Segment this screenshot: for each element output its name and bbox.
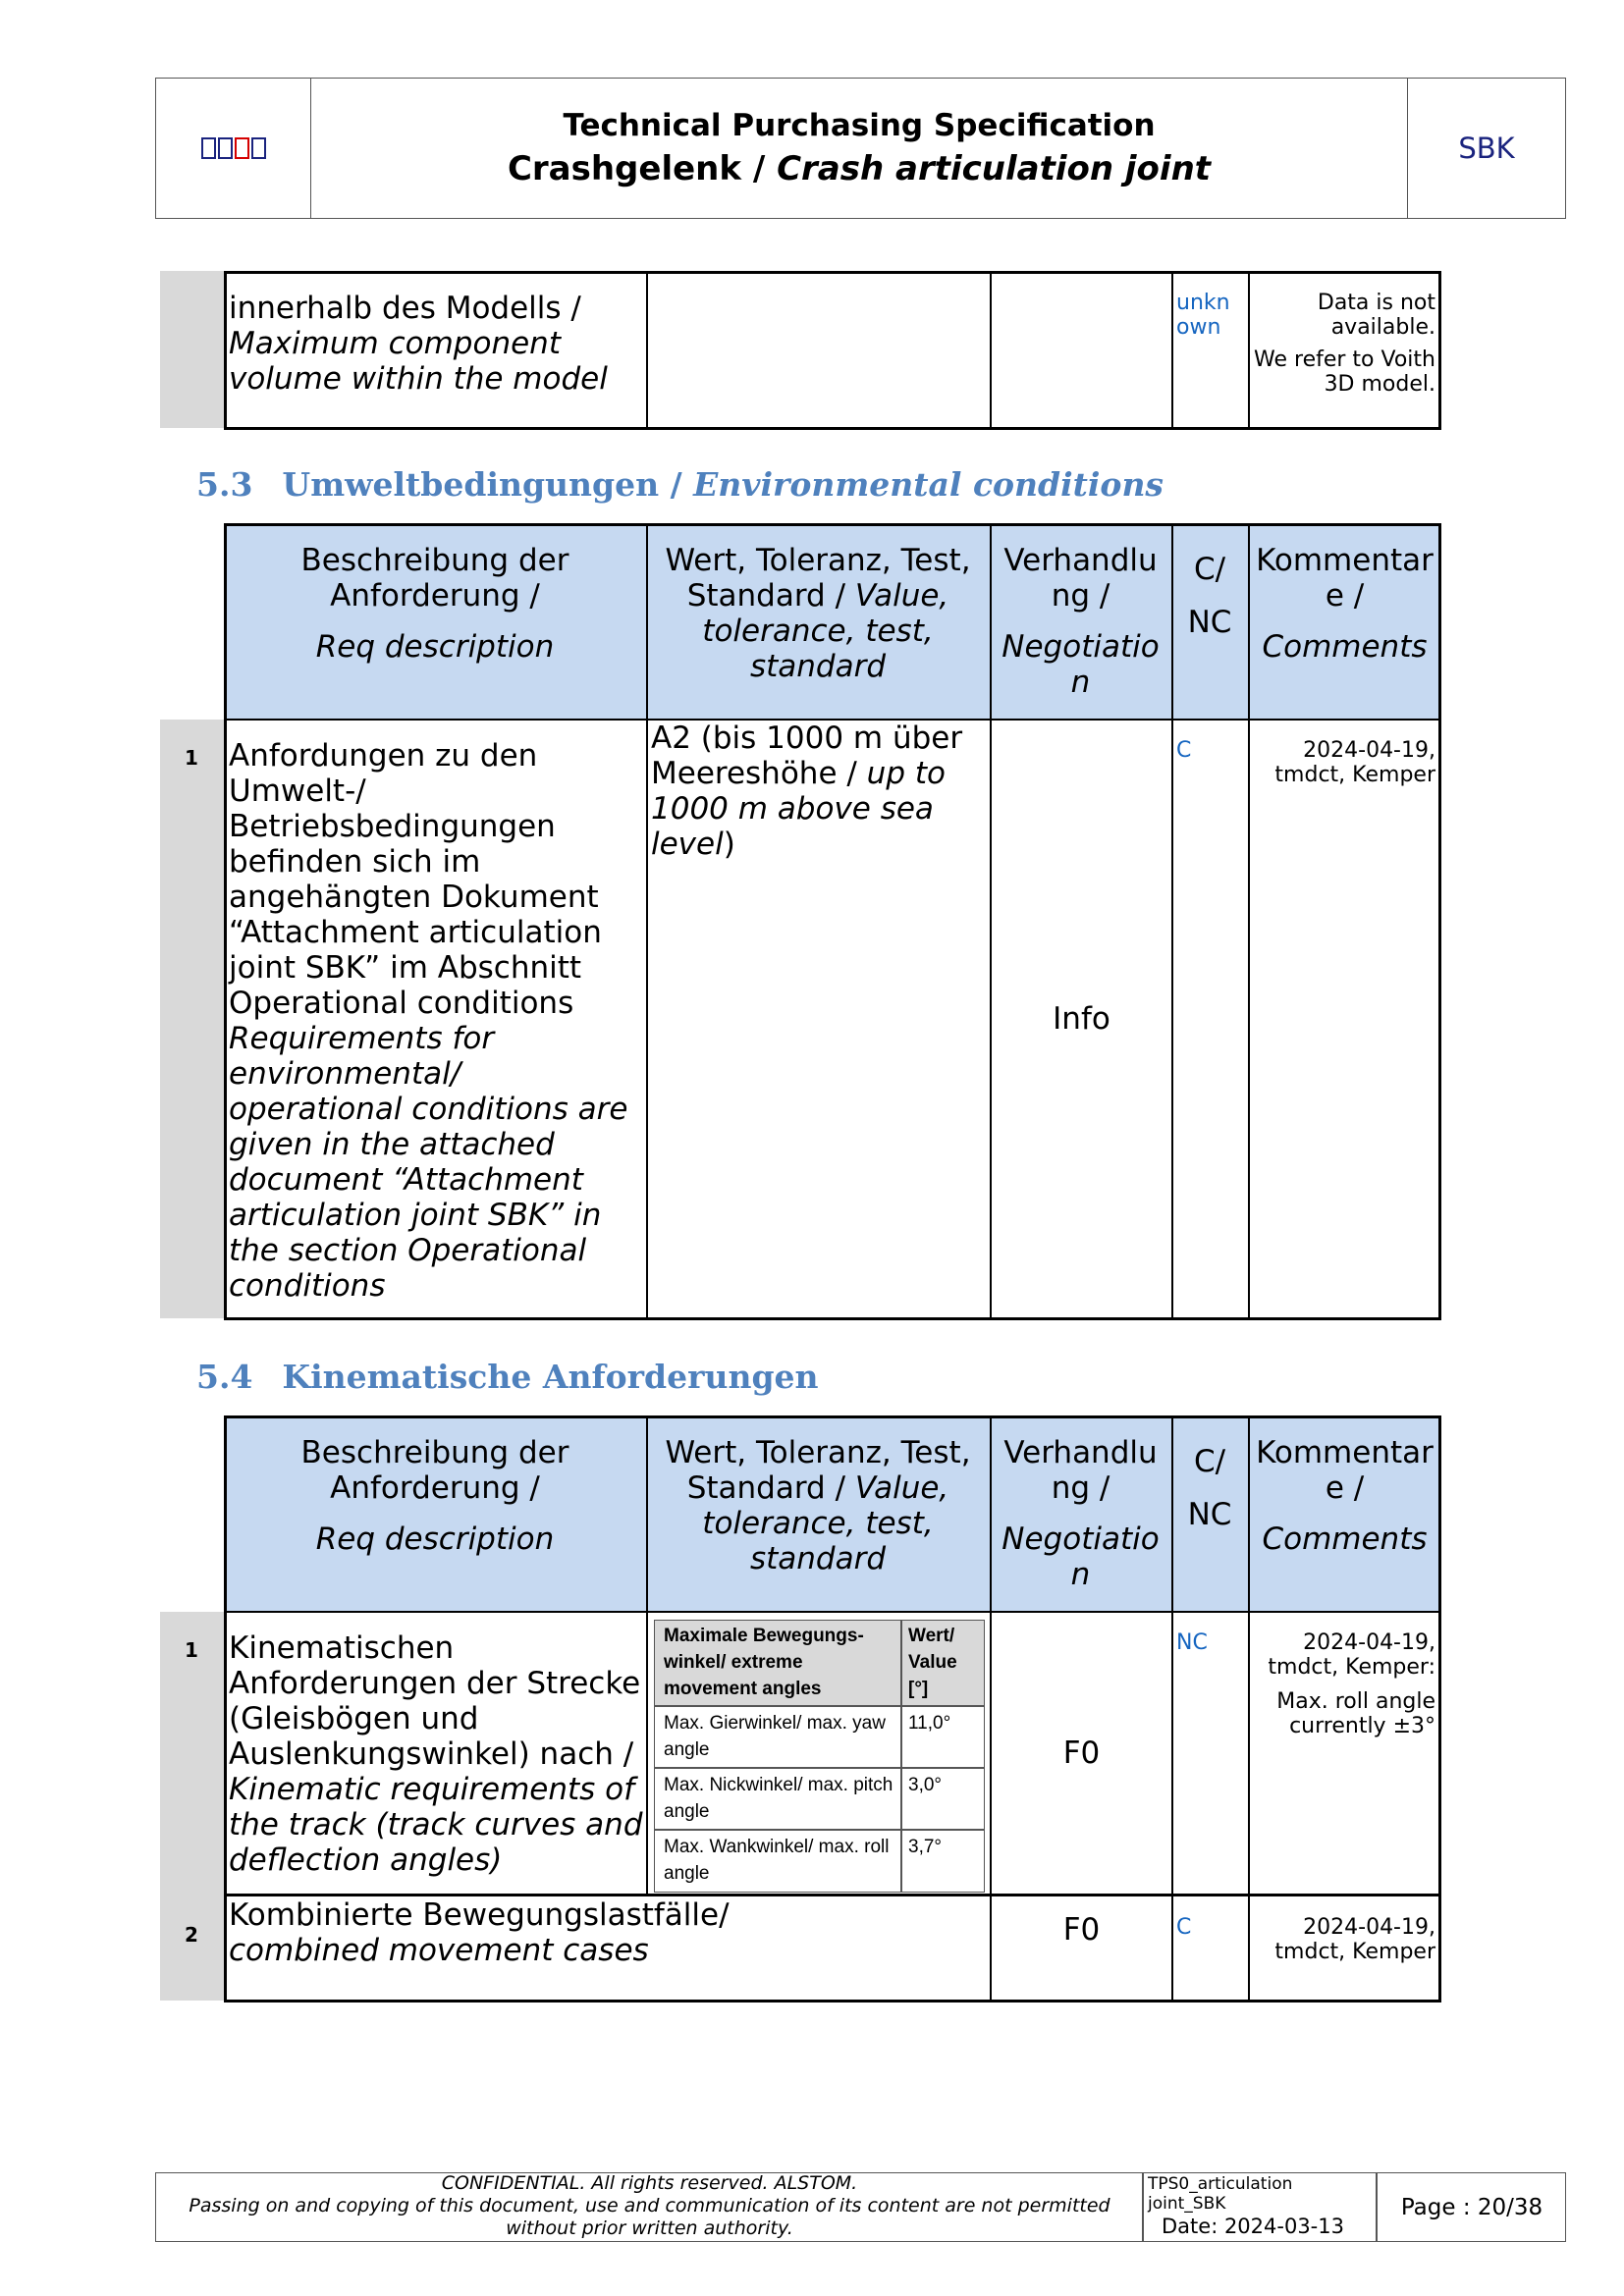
section-heading-5-4 (196, 1358, 819, 1396)
header-en: Comments (1262, 629, 1428, 665)
table-divider (1248, 271, 1250, 430)
requirement-description (229, 738, 643, 1304)
header-divider (224, 1611, 1441, 1613)
header-de: Wert, Toleranz, Test, Standard / (665, 1435, 971, 1506)
requirement-description (229, 291, 641, 397)
comment-cell (1252, 291, 1435, 397)
row-divider (224, 1894, 1441, 1896)
table-divider (1248, 1415, 1250, 2002)
requirement-description (229, 1897, 985, 1968)
comment-cell: 2024-04-19, tmdct, Kemper (1274, 738, 1435, 787)
header-en: Req description (315, 1522, 555, 1557)
status-cell: C (1176, 1915, 1192, 1940)
comment-line: 2024-04-19, tmdct, Kemper: (1268, 1630, 1435, 1680)
comment-cell (1252, 1630, 1435, 1738)
table-divider (1171, 271, 1173, 430)
col-header-value (651, 1435, 985, 1576)
desc-en: Kinematic requirements of the track (track curves and deflection angles) (229, 1772, 643, 1878)
desc-de: innerhalb des Modells / (229, 291, 581, 326)
row-number: 1 (185, 1638, 198, 1662)
value-de: A2 (bis 1000 m über Meereshöhe / (651, 721, 963, 791)
header-en: Negotiatio n (1001, 629, 1160, 700)
table-divider (646, 523, 648, 1320)
table-divider (1171, 523, 1173, 1320)
requirement-value (651, 721, 985, 862)
header-de: Verhandlu ng / (1003, 543, 1158, 614)
company-logo (155, 78, 310, 219)
requirement-description (229, 1630, 647, 1878)
table-divider (990, 523, 992, 1320)
row-number: 1 (185, 746, 198, 770)
document-title (310, 78, 1408, 219)
title-line-2 (508, 149, 1211, 188)
logo-glyph (235, 137, 249, 159)
table-divider (646, 271, 648, 430)
col-header-comments (1253, 543, 1436, 665)
comment-line: Data is not available. (1317, 291, 1435, 340)
col-header-cnc: C/ NC (1187, 1444, 1232, 1532)
negotiation-cell: Info (1053, 1001, 1110, 1037)
col-header-cnc: C/ NC (1187, 552, 1232, 640)
comment-line: Max. roll angle currently ±3° (1276, 1689, 1435, 1738)
desc-en: combined movement cases (229, 1933, 649, 1968)
inner-row-label: Max. Nickwinkel/ max. pitch angle (664, 1775, 893, 1822)
table-divider (1171, 1415, 1173, 2002)
header-en: Value, tolerance, test, standard (702, 578, 949, 684)
confidentiality-line: Passing on and copying of this document, use and communication of its content are not permitted without prior written authority. (189, 2195, 1110, 2239)
desc-de: Kinematischen Anforderungen der Strecke (Gleisbögen und Auslenkungswinkel) nach / (229, 1630, 641, 1772)
section-number: 5.4 (196, 1358, 253, 1396)
inner-row-value: 11,0° (908, 1713, 951, 1734)
inner-row-value: 3,7° (908, 1837, 943, 1857)
negotiation-cell: F0 (1062, 1735, 1101, 1771)
logo-glyph (218, 137, 233, 159)
inner-divider (654, 1767, 985, 1769)
header-de: Wert, Toleranz, Test, Standard / (665, 543, 971, 614)
section-title-en: Environmental conditions (693, 465, 1164, 504)
header-de: Beschreibung der Anforderung / (300, 1435, 569, 1506)
row-gutter (160, 271, 225, 428)
header-de: Verhandlu ng / (1003, 1435, 1158, 1506)
inner-row-label: Max. Gierwinkel/ max. yaw angle (664, 1713, 886, 1760)
confidentiality-notice (162, 2172, 1137, 2240)
inner-divider (654, 1705, 985, 1707)
desc-de: Kombinierte Bewegungslastfälle/ (229, 1897, 730, 1933)
footer-divider (1142, 2172, 1144, 2242)
comment-cell: 2024-04-19, tmdct, Kemper (1274, 1915, 1435, 1964)
header-en: Value, tolerance, test, standard (702, 1470, 949, 1576)
inner-col-header-value: Wert/ Value [°] (908, 1626, 957, 1699)
table-divider (1248, 523, 1250, 1320)
col-header-negotiation (995, 543, 1166, 700)
status-cell: NC (1176, 1630, 1208, 1655)
col-header-value (651, 543, 985, 684)
header-de: Beschreibung der Anforderung / (300, 543, 569, 614)
project-code: SBK (1408, 78, 1566, 219)
inner-col-header-angles: Maximale Bewegungs-winkel/ extreme movement angles (664, 1626, 864, 1699)
section-title-de: Umweltbedingungen / (282, 465, 694, 504)
header-de: Kommentar e / (1256, 543, 1434, 614)
desc-en: Maximum component volume within the model (229, 326, 608, 397)
table-divider (990, 271, 992, 430)
value-en: up to 1000 m above sea level (651, 756, 946, 862)
header-de: Kommentar e / (1256, 1435, 1434, 1506)
page-number: Page : 20/38 (1400, 2194, 1543, 2220)
col-header-comments (1253, 1435, 1436, 1557)
document-date: Date: 2024-03-13 (1162, 2215, 1344, 2238)
col-header-negotiation (995, 1435, 1166, 1592)
row-gutter (160, 720, 225, 1318)
title-line-1: Technical Purchasing Specification (563, 108, 1156, 143)
confidentiality-line: CONFIDENTIAL. All rights reserved. ALSTOM. (441, 2172, 858, 2194)
desc-en: Requirements for environmental/ operational conditions are given in the attached document “Attachment articulation joint SBK” in the section Operational conditions (229, 1021, 628, 1304)
desc-de: Anfordungen zu den Umwelt-/ Betriebsbedingungen befinden sich im angehängten Dokument “Attachment articulation joint SBK” im Abschnitt Operational conditions (229, 738, 602, 1021)
comment-line: We refer to Voith 3D model. (1254, 347, 1435, 397)
col-header-description (258, 543, 612, 665)
value-close: ) (723, 827, 735, 862)
title-de: Crashgelenk / (507, 149, 778, 188)
section-heading-5-3 (196, 465, 1164, 504)
header-en: Negotiatio n (1001, 1522, 1160, 1592)
status-cell: unknown (1176, 291, 1230, 340)
logo-glyph (251, 137, 266, 159)
negotiation-cell: F0 (1062, 1912, 1101, 1948)
document-reference: TPS0_articulation joint_SBK (1148, 2174, 1293, 2214)
logo-glyph (201, 137, 216, 159)
col-header-description (258, 1435, 612, 1557)
title-en: Crash articulation joint (777, 149, 1212, 188)
row-number: 2 (185, 1923, 198, 1947)
section-number: 5.3 (196, 465, 253, 504)
inner-divider (900, 1620, 902, 1893)
inner-divider (654, 1829, 985, 1831)
section-title: Kinematische Anforderungen (282, 1358, 819, 1396)
status-cell: C (1176, 738, 1192, 763)
header-en: Req description (315, 629, 555, 665)
inner-row-label: Max. Wankwinkel/ max. roll angle (664, 1837, 890, 1884)
header-en: Comments (1262, 1522, 1428, 1557)
inner-row-value: 3,0° (908, 1775, 943, 1795)
